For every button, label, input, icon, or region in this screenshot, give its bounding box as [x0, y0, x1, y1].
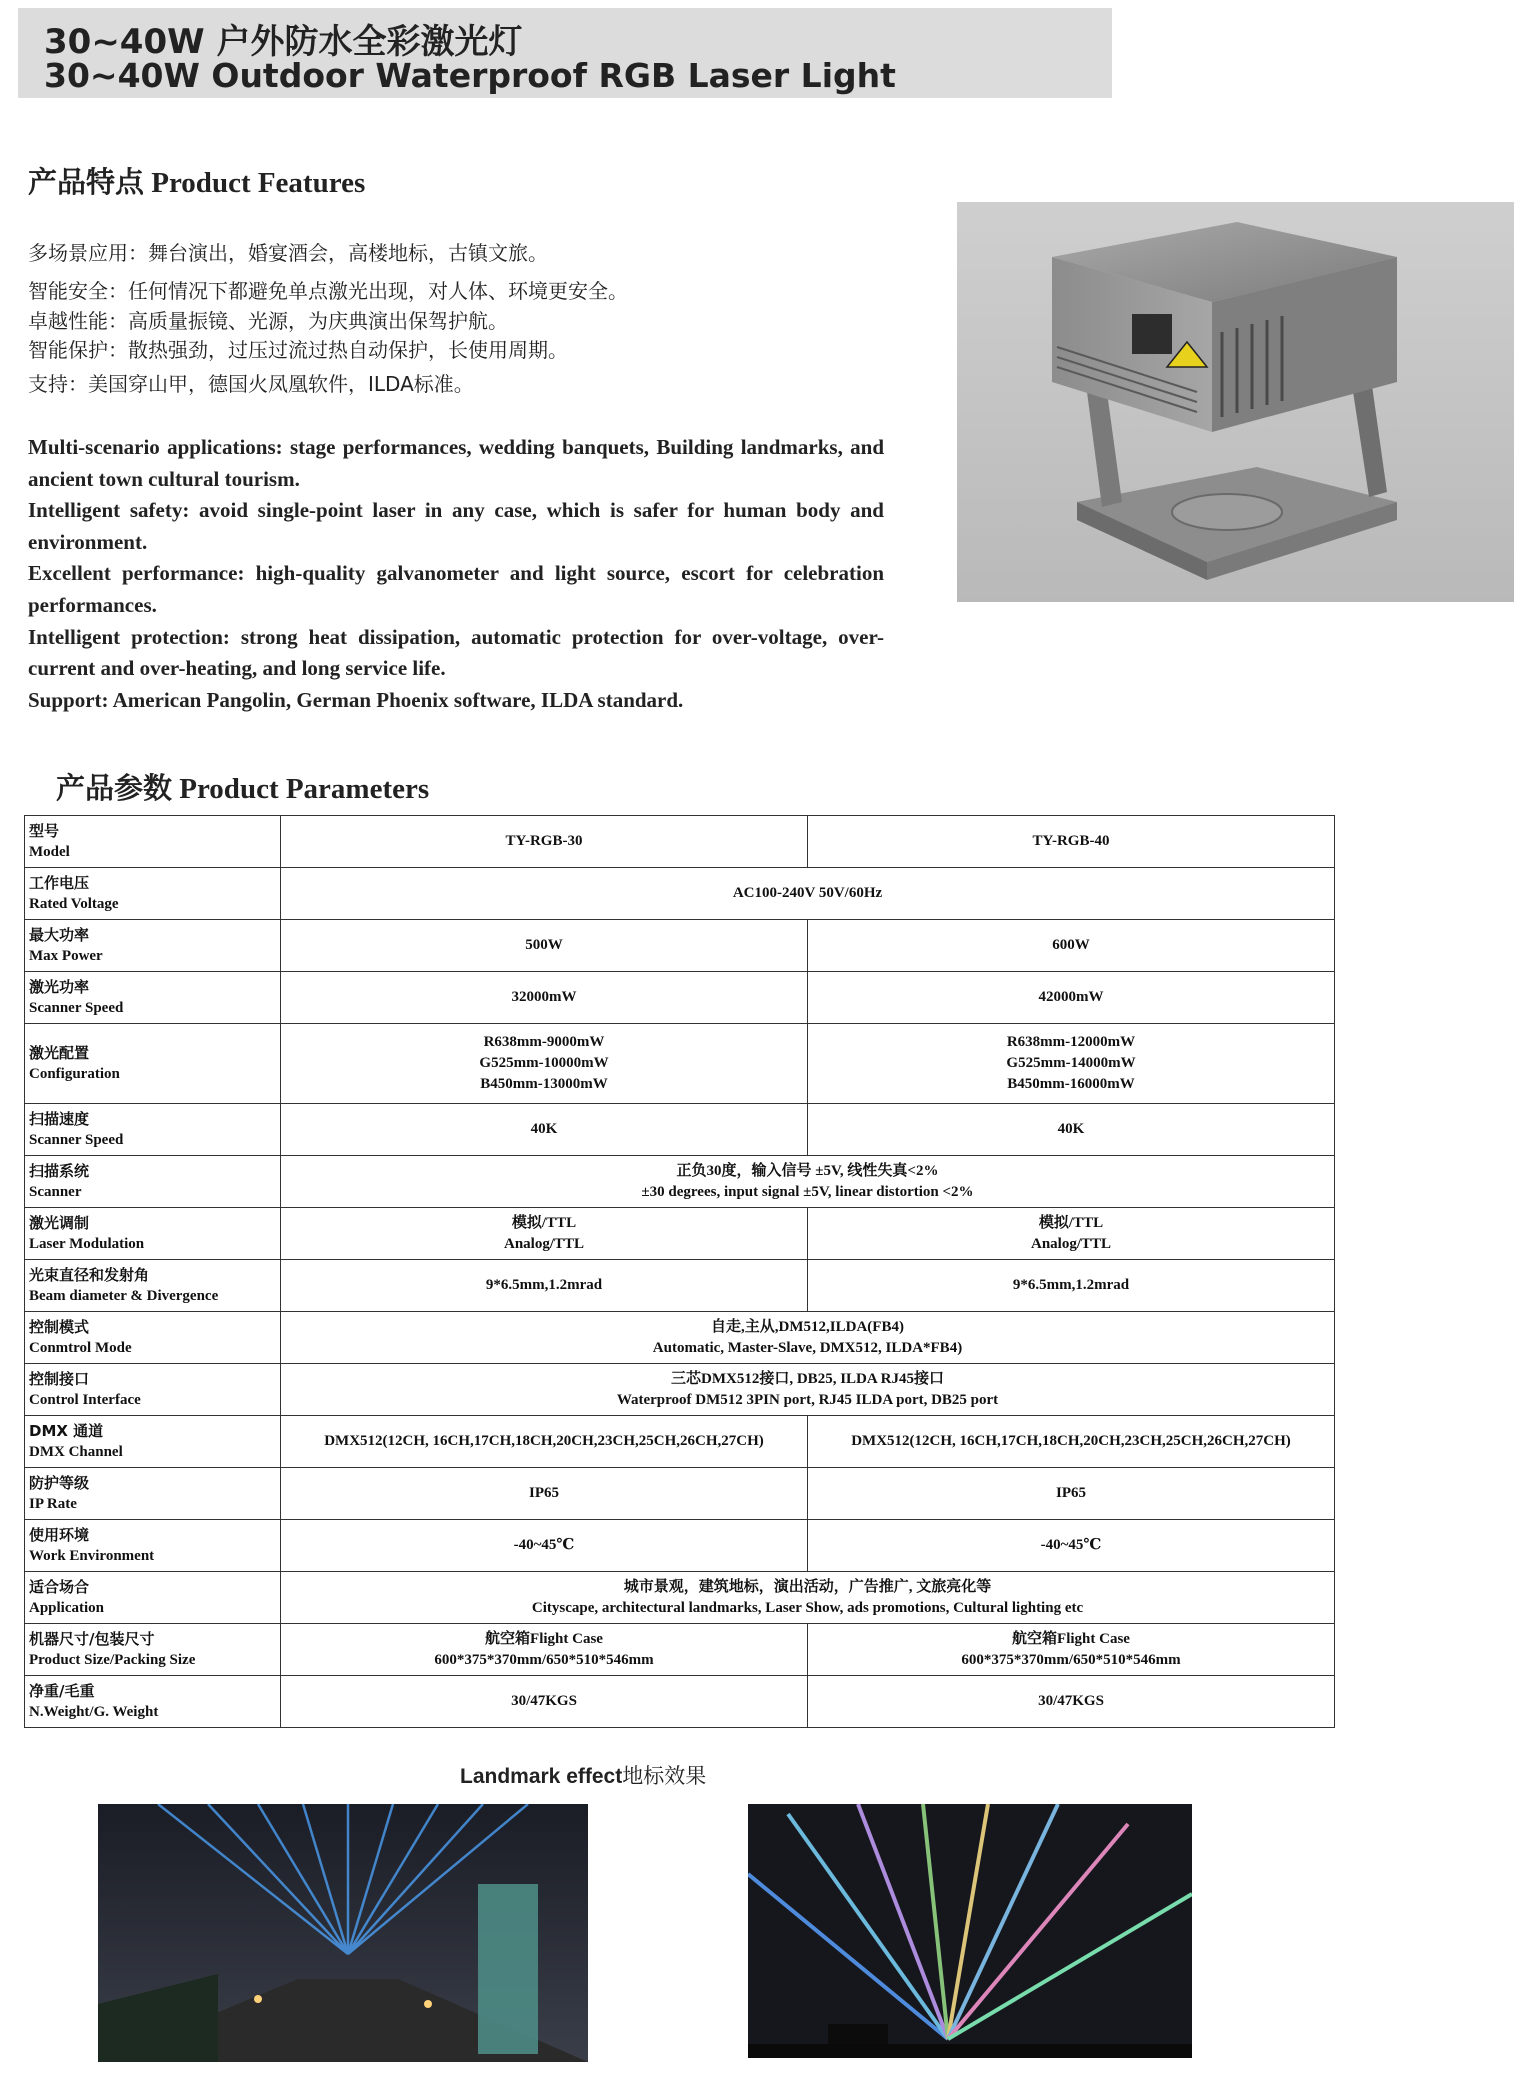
- params-table: [24, 815, 1335, 1728]
- header-banner: [18, 8, 1112, 98]
- feature-cn-line: 智能保护：散热强劲，过压过流过热自动保护，长使用周期。: [28, 338, 568, 362]
- feature-en-paragraph: Excellent performance: high-quality galvanometer and light source, escort for celebration performances.: [28, 561, 884, 617]
- params-row: [25, 1676, 1335, 1728]
- param-value-rgb40: 30/47KGS: [808, 1676, 1335, 1728]
- param-label-en: Beam diameter & Divergence: [29, 1287, 219, 1304]
- features-cn-list: [28, 238, 908, 400]
- params-row: [25, 1260, 1335, 1312]
- params-row: [25, 1364, 1335, 1416]
- param-label-en: Work Environment: [29, 1547, 155, 1564]
- param-value-shared: 自走,主从,DM512,ILDA(FB4) Automatic, Master-Slave, DMX512, ILDA*FB4): [281, 1312, 1335, 1364]
- param-label-cn: 激光调制: [29, 1213, 90, 1232]
- param-label-en: Conmtrol Mode: [29, 1339, 132, 1356]
- param-label-cn: 最大功率: [29, 925, 90, 944]
- param-label-en: Configuration: [29, 1065, 120, 1082]
- param-value-rgb40: TY-RGB-40: [808, 816, 1335, 868]
- param-label-cn: 机器尺寸/包装尺寸: [29, 1629, 155, 1648]
- param-value-rgb40: 40K: [808, 1104, 1335, 1156]
- param-label-en: Max Power: [29, 947, 103, 964]
- param-label: [25, 1312, 281, 1364]
- param-label-cn: 适合场合: [29, 1577, 90, 1596]
- landmark-caption-en: Landmark effect: [460, 1765, 623, 1788]
- params-title: 产品参数 Product Parameters: [56, 773, 430, 805]
- param-label-en: Control Interface: [29, 1391, 141, 1408]
- param-label-en: IP Rate: [29, 1495, 77, 1512]
- param-label-cn: 控制模式: [29, 1317, 90, 1336]
- param-label: [25, 1468, 281, 1520]
- param-value-rgb30: 30/47KGS: [281, 1676, 808, 1728]
- params-row: [25, 1624, 1335, 1676]
- params-row: [25, 1416, 1335, 1468]
- param-label-cn: 激光功率: [29, 977, 90, 996]
- feature-cn-line: 支持：美国穿山甲，德国火凤凰软件，ILDA标准。: [28, 372, 474, 396]
- param-label-en: Application: [29, 1599, 105, 1616]
- feature-en-paragraph: Support: American Pangolin, German Phoenix software, ILDA standard.: [28, 687, 684, 712]
- param-label: [25, 816, 281, 868]
- param-label-en: Scanner: [29, 1183, 82, 1200]
- param-value-rgb40: 模拟/TTL Analog/TTL: [808, 1208, 1335, 1260]
- param-label: [25, 1572, 281, 1624]
- param-label-cn: 防护等级: [29, 1473, 90, 1492]
- features-en-list: [28, 432, 884, 716]
- param-value-rgb40: 航空箱Flight Case 600*375*370mm/650*510*546mm: [808, 1624, 1335, 1676]
- params-row: [25, 920, 1335, 972]
- param-label-en: Model: [29, 843, 70, 860]
- params-row: [25, 1024, 1335, 1104]
- landmark-caption-cn: 地标效果: [622, 1764, 707, 1788]
- param-label-cn: 使用环境: [29, 1525, 90, 1544]
- feature-en-paragraph: Multi-scenario applications: stage performances, wedding banquets, Building landmarks, and ancient town cultural tourism.: [28, 435, 884, 491]
- param-label-cn: 净重/毛重: [29, 1681, 95, 1700]
- param-label: [25, 1104, 281, 1156]
- param-value-rgb40: 600W: [808, 920, 1335, 972]
- param-label-en: N.Weight/G. Weight: [29, 1703, 159, 1720]
- param-label-cn: 光束直径和发射角: [29, 1265, 150, 1284]
- params-row: [25, 1156, 1335, 1208]
- param-value-rgb30: R638mm-9000mW G525mm-10000mW B450mm-13000mW: [281, 1024, 808, 1104]
- param-label-en: Rated Voltage: [29, 895, 119, 912]
- feature-en-paragraph: Intelligent protection: strong heat dissipation, automatic protection for over-voltage, over-current and over-heating, and long service life.: [28, 624, 884, 681]
- param-label-cn: DMX 通道: [29, 1421, 104, 1440]
- feature-cn-line: 多场景应用：舞台演出，婚宴酒会，高楼地标，古镇文旅。: [28, 241, 548, 265]
- landmark-photo-1: [98, 1804, 588, 2062]
- param-value-rgb30: 40K: [281, 1104, 808, 1156]
- param-label-cn: 工作电压: [29, 873, 90, 892]
- param-label: [25, 1676, 281, 1728]
- feature-cn-line: 卓越性能：高质量振镜、光源，为庆典演出保驾护航。: [28, 309, 508, 333]
- param-label-en: Scanner Speed: [29, 1131, 124, 1148]
- param-value-rgb40: DMX512(12CH, 16CH,17CH,18CH,20CH,23CH,25CH,26CH,27CH): [808, 1416, 1335, 1468]
- param-label: [25, 1520, 281, 1572]
- param-value-rgb40: R638mm-12000mW G525mm-14000mW B450mm-16000mW: [808, 1024, 1335, 1104]
- param-label-cn: 扫描系统: [29, 1161, 90, 1180]
- params-row: [25, 972, 1335, 1024]
- params-row: [25, 868, 1335, 920]
- params-row: [25, 816, 1335, 868]
- params-row: [25, 1520, 1335, 1572]
- param-label: [25, 920, 281, 972]
- product-photo: [957, 202, 1514, 602]
- param-value-shared: 三芯DMX512接口, DB25, ILDA RJ45接口 Waterproof DM512 3PIN port, RJ45 ILDA port, DB25 port: [281, 1364, 1335, 1416]
- param-value-rgb40: IP65: [808, 1468, 1335, 1520]
- param-label-cn: 激光配置: [29, 1043, 90, 1062]
- param-value-rgb30: 模拟/TTL Analog/TTL: [281, 1208, 808, 1260]
- param-label: [25, 1208, 281, 1260]
- param-label: [25, 1260, 281, 1312]
- param-label-en: Scanner Speed: [29, 999, 124, 1016]
- param-label: [25, 1024, 281, 1104]
- param-label-en: Laser Modulation: [29, 1235, 145, 1252]
- param-value-shared: AC100-240V 50V/60Hz: [281, 868, 1335, 920]
- landmark-photo-2: [748, 1804, 1192, 2058]
- param-label: [25, 1156, 281, 1208]
- param-value-rgb30: TY-RGB-30: [281, 816, 808, 868]
- param-label-cn: 型号: [29, 821, 60, 840]
- param-value-rgb40: 9*6.5mm,1.2mrad: [808, 1260, 1335, 1312]
- feature-en-paragraph: Intelligent safety: avoid single-point laser in any case, which is safer for human body and environment.: [28, 498, 884, 554]
- param-value-rgb30: 航空箱Flight Case 600*375*370mm/650*510*546mm: [281, 1624, 808, 1676]
- param-value-rgb30: 9*6.5mm,1.2mrad: [281, 1260, 808, 1312]
- params-row: [25, 1468, 1335, 1520]
- param-label: [25, 1416, 281, 1468]
- param-value-rgb40: -40~45℃: [808, 1520, 1335, 1572]
- param-value-shared: 正负30度，输入信号 ±5V, 线性失真<2% ±30 degrees, input signal ±5V, linear distortion <2%: [281, 1156, 1335, 1208]
- title-cn: 30~40W 户外防水全彩激光灯: [44, 22, 523, 62]
- feature-cn-line: 智能安全：任何情况下都避免单点激光出现，对人体、环境更安全。: [28, 279, 628, 303]
- landmark-caption: [460, 1760, 706, 1790]
- params-row: [25, 1104, 1335, 1156]
- param-value-rgb30: 500W: [281, 920, 808, 972]
- title-en: 30~40W Outdoor Waterproof RGB Laser Light: [44, 56, 896, 95]
- param-label: [25, 868, 281, 920]
- param-label: [25, 972, 281, 1024]
- param-label-en: Product Size/Packing Size: [29, 1651, 196, 1668]
- param-value-rgb30: DMX512(12CH, 16CH,17CH,18CH,20CH,23CH,25CH,26CH,27CH): [281, 1416, 808, 1468]
- param-value-rgb40: 42000mW: [808, 972, 1335, 1024]
- param-label-cn: 扫描速度: [29, 1109, 90, 1128]
- param-value-rgb30: -40~45℃: [281, 1520, 808, 1572]
- param-label-cn: 控制接口: [29, 1369, 90, 1388]
- param-value-rgb30: 32000mW: [281, 972, 808, 1024]
- param-value-rgb30: IP65: [281, 1468, 808, 1520]
- param-label: [25, 1364, 281, 1416]
- param-value-shared: 城市景观，建筑地标，演出活动，广告推广, 文旅亮化等 Cityscape, architectural landmarks, Laser Show, ads promotions, Cultural lighting etc: [281, 1572, 1335, 1624]
- params-row: [25, 1572, 1335, 1624]
- params-row: [25, 1312, 1335, 1364]
- params-row: [25, 1208, 1335, 1260]
- param-label: [25, 1624, 281, 1676]
- param-label-en: DMX Channel: [29, 1443, 123, 1460]
- features-title: 产品特点 Product Features: [28, 167, 366, 199]
